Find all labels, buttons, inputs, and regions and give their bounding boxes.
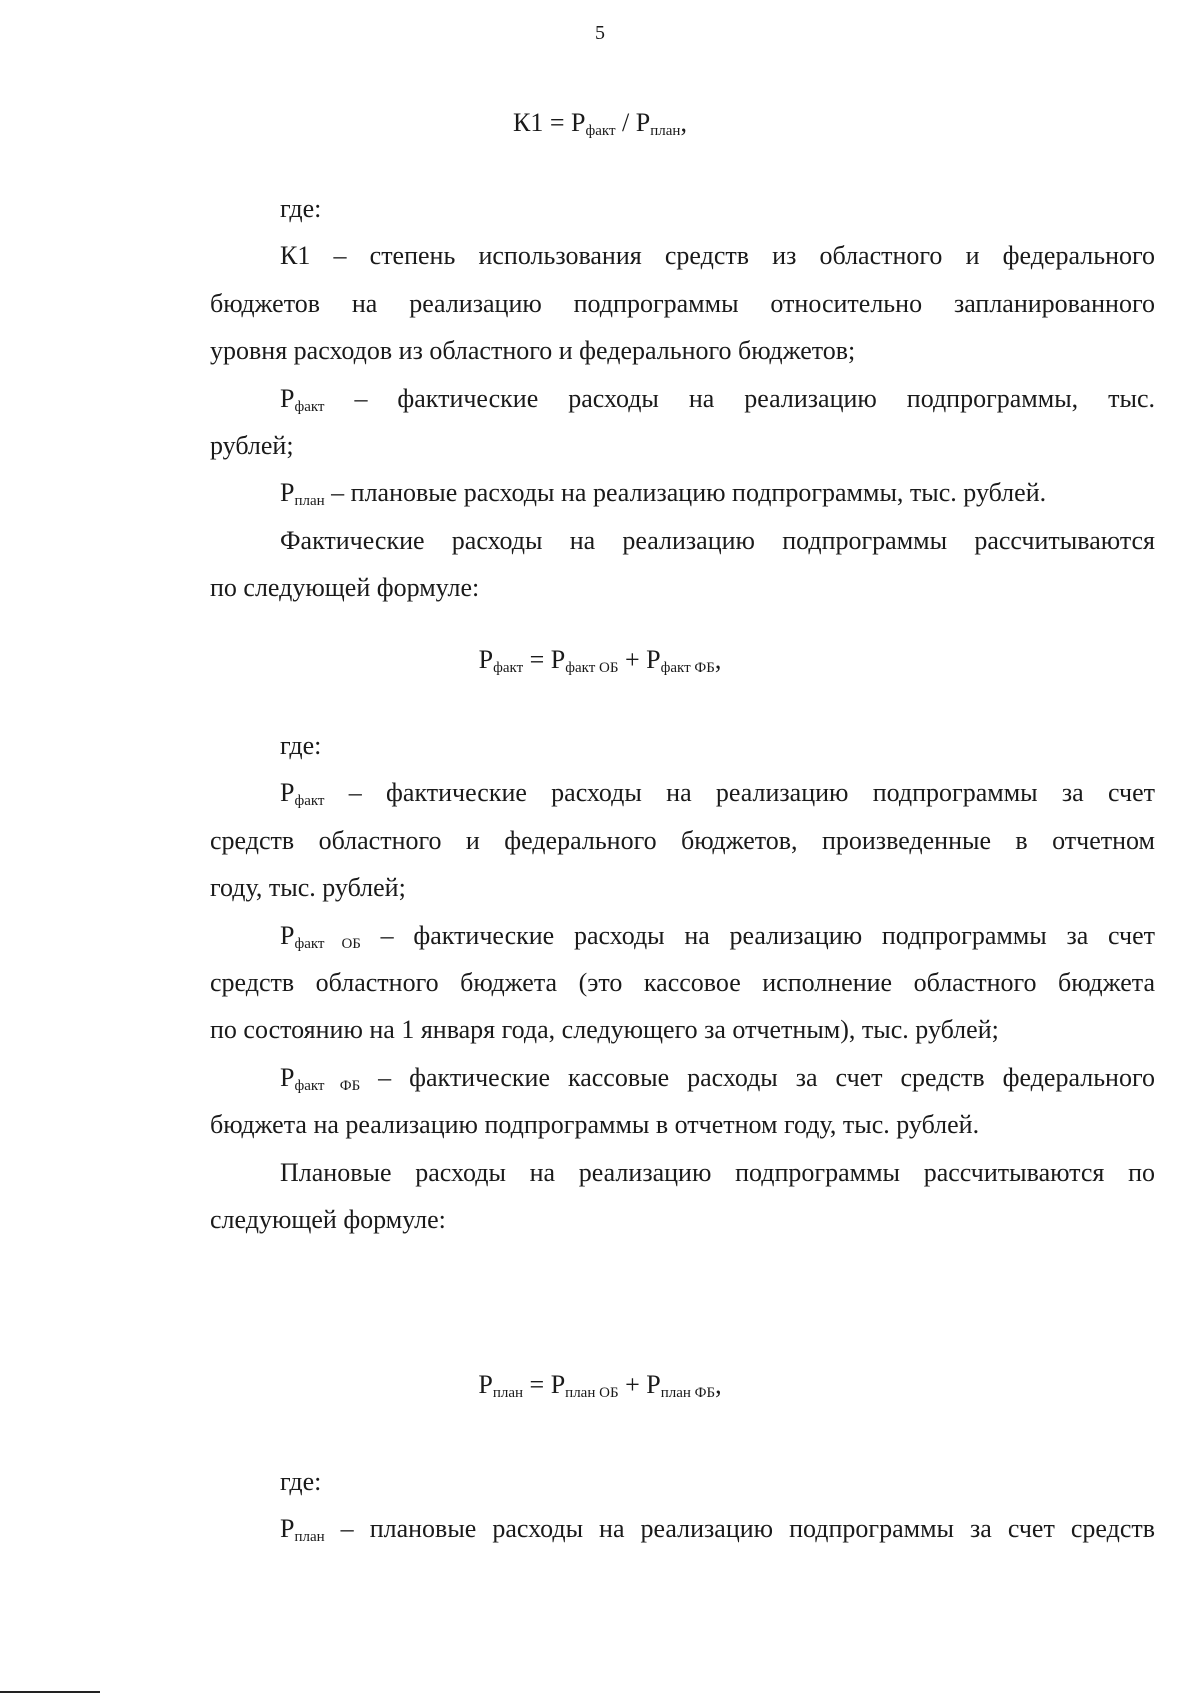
definition-pfact: $Р_{факт}$ – фактические расходы на реализацию подпрограммы, тыс. рублей; — [210, 383, 1155, 461]
paragraph-fact-formula-intro: Фактические расходы на реализацию подпрограммы рассчитываются по следующей формуле: — [210, 525, 1155, 603]
formula-k1: $К1 = Р_{факт} / Р_{план}$, — [513, 108, 687, 139]
formula-pfact: $Р_{факт} = Р_{факт ОБ} + Р_{факт ФБ}$, — [478, 645, 722, 676]
footer-rule — [0, 1691, 100, 1693]
definition-pfact-total: $Р_{факт}$ – фактические расходы на реализацию подпрограммы за счет средств областного и федерального бюджетов, произведенные в отчетном году, тыс. рублей; — [210, 778, 1155, 903]
where-label: где: — [280, 194, 322, 223]
where-label: где: — [280, 1467, 322, 1496]
definition-pplan-total: $Р_{план}$ – плановые расходы на реализацию подпрограммы за счет средств — [280, 1514, 1155, 1546]
definitions-block-2 — [210, 722, 1155, 1243]
definition-pfact-ob: $Р_{факт ОБ}$ – фактические расходы на реализацию подпрограммы за счет средств областного бюджета (это кассовое исполнение областного бюджета по состоянию на 1 января года, следующего за отчетным), тыс. рублей; — [210, 920, 1156, 1045]
definitions-block-3 — [210, 1458, 1155, 1553]
definition-k1: К1 – степень использования средств из областного и федерального бюджетов на реализацию подпрограммы относительно запланированного уровня расходов из областного и федерального бюджетов; — [210, 241, 1155, 366]
definition-pfact-fb: $Р_{факт ФБ}$ – фактические кассовые расходы за счет средств федерального бюджета на реализацию подпрограммы в отчетном году, тыс. рублей. — [210, 1062, 1155, 1140]
definition-pplan: $Р_{план}$ – плановые расходы на реализацию подпрограммы, тыс. рублей. — [280, 478, 1047, 510]
page-number: 5 — [595, 22, 605, 44]
formula-pplan: $Р_{план} = Р_{план ОБ} + Р_{план ФБ}$, — [478, 1370, 722, 1401]
paragraph-plan-formula-intro: Плановые расходы на реализацию подпрограммы рассчитываются по следующей формуле: — [210, 1157, 1155, 1235]
definitions-block-1 — [210, 185, 1155, 612]
where-label: где: — [280, 731, 322, 760]
